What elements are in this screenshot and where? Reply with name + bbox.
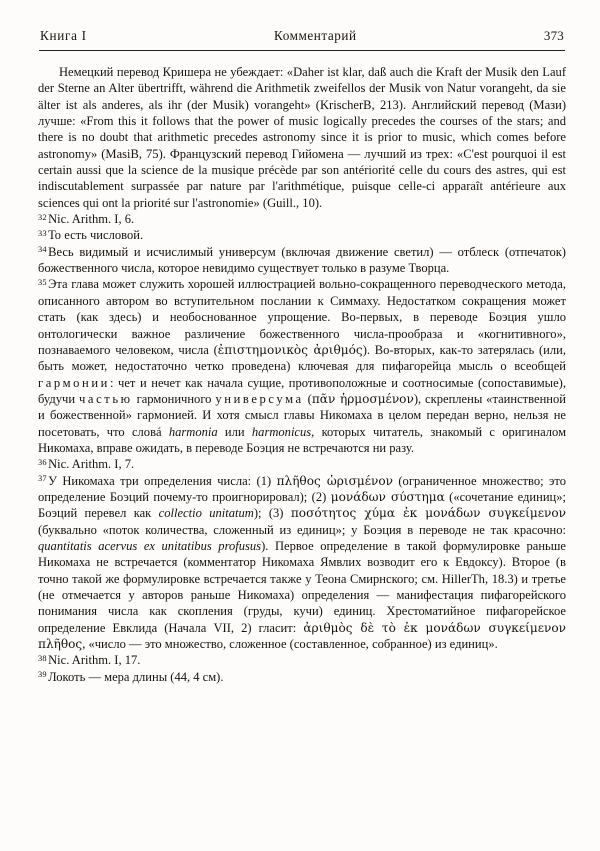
- footnote-text: Nic. Arithm. I, 6.: [48, 212, 135, 227]
- footnote-marker: 32: [38, 212, 47, 222]
- footnote-text: Nic. Arithm. I, 7.: [48, 457, 135, 472]
- header-rule: [39, 50, 565, 51]
- footnote-37: [38, 473, 566, 653]
- footnote-marker: 37: [38, 474, 47, 484]
- footnote-marker: 33: [38, 229, 47, 239]
- emphasis-spaced: универсума: [215, 391, 304, 406]
- footnote-34: [38, 244, 566, 277]
- greek-term: ποσότητος χύμα ἐκ μονάδων συγκείμενον: [290, 506, 567, 521]
- latin-term: quantitatis acervus ex unitatibus profusus: [38, 538, 262, 553]
- page-number: 373: [543, 28, 564, 43]
- footnote-36: [38, 456, 566, 472]
- greek-term: ἐπιστημονικὸς ἀριθμός: [217, 342, 363, 357]
- greek-term: ἀριθμὸς δὲ τὸ ἐκ μονάδων συγκείμενον πλῆθος: [38, 620, 566, 652]
- greek-term: πλῆθος ὡρισμένον: [276, 473, 393, 488]
- footnote-marker: 34: [38, 245, 47, 255]
- latin-term: harmonicus: [251, 424, 312, 439]
- page-content: [38, 64, 566, 685]
- greek-term: πᾶν ἡρμοσμένον: [311, 391, 414, 406]
- footnote-32: [38, 211, 566, 227]
- latin-term: harmonia: [168, 424, 218, 439]
- footnote-marker: 35: [38, 278, 47, 288]
- running-head-title: Комментарий: [274, 28, 357, 43]
- footnote-text: У Никомаха три определения числа: (1) πλῆθος ὡρισμένον (ограниченное множество; это определение Боэций почему-то проигнорировал); (2) μονάδων σύστημα («сочетание единиц»; Боэций перевел как collectio unitatum); (3) ποσότητος χύμα ἐκ μονάδων συγκείμενον (буквально «поток количества, сложенный из единиц»; у Боэция в переводе не так красочно: quantitatis acervus ex unitatibus profusus). Первое определение в такой формулировке раньше Никомаха не встречается (комментатор Никомаха Ямвлих возводит его к Евдоксу). Второе (в точно такой же формулировке встречается также у Теона Смирнского; см. HillerTh, 18.3) и третье (не отмечается у авторов раньше Никомаха) определения — манифестация пифагорейского понимания числа как скопления (груды, кучи) единиц. Хрестоматийное пифагорейское определение Евклида (Начала VII, 2) гласит: ἀριθμὸς δὲ τὸ ἐκ μονάδων συγκείμενον πλῆθος, «число — это множество, сложенное (составленное, собранное) из единиц».: [38, 473, 567, 652]
- running-head-book: Книга I: [40, 28, 87, 43]
- footnote-text: Локоть — мера длины (44, 4 см).: [48, 669, 224, 684]
- footnote-35: [38, 276, 566, 456]
- footnote-38: [38, 652, 566, 668]
- greek-term: μονάδων σύστημα: [330, 489, 445, 504]
- footnote-text: То есть числовой.: [48, 228, 144, 243]
- footnote-33: [38, 227, 566, 243]
- footnote-marker: 38: [38, 653, 47, 663]
- emphasis-spaced: гармонии: [38, 375, 110, 390]
- footnote-text: Nic. Arithm. I, 17.: [48, 653, 141, 668]
- body-paragraph: Немецкий перевод Кришера не убеждает: «Daher ist klar, daß auch die Kraft der Musik den Lauf der Sterne an Alter übertrifft, während die Arithmetik zweifellos der Musik von Natur vorangeht, da sie älter ist als anderes, als ihr (der Musik) vorangeht» (KrischerB, 213). Английский перевод (Мази) лучше: «From this it follows that the power of music logically precedes the courses of the stars; and there is no doubt that arithmetic precedes astronomy since it is prior to music, which comes before astronomy» (MasiB, 75). Французский перевод Гийомена — лучший из трех: «C'est pourquoi il est certain aussi que la science de la musique précède par son antériorité celle du cours des astres, qui est indiscutablement surpassée par nature par l'arithmétique, puisque celle-ci apparaît antérieure aux sciences qui ont la priorité sur l'astronomie» (Guill., 10).: [38, 65, 566, 210]
- emphasis-spaced: частью: [79, 391, 133, 406]
- footnote-marker: 36: [38, 457, 47, 467]
- footnote-marker: 39: [38, 670, 47, 680]
- latin-term: collectio unitatum: [158, 506, 254, 521]
- running-head: [38, 28, 566, 44]
- footnote-39: [38, 669, 566, 685]
- footnote-text: Весь видимый и исчислимый универсум (включая движение светил) — отблеск (отпечаток) божественного числа, которое невидимо существует только в разуме Творца.: [38, 244, 566, 276]
- footnote-text: Эта глава может служить хорошей иллюстрацией вольно-сокращенного переводческого метода, описанного автором во вступительном послании к Симмаху. Недостатком сокращения может стать (как здесь) и необоснованное упрощение. Во-первых, в переводе Боэция ушло онтологически важное различение божественного числа-прообраза и «когнитивного», познаваемого человеком, числа (ἐπιστημονικὸς ἀριθμός). Во-вторых, как-то затерялась (или, быть может, недостаточно четко проведена) ключевая для пифагорейца мысль о всеобщей гармонии: чет и нечет как начала сущие, противоположные и соотносимые (сопоставимые), будучи частью гармоничного универсума (πᾶν ἡρμοσμένον), скреплены «таинственной и божественной» гармонией. И хотя смысл главы Никомаха в целом передан верно, нельзя не посетовать, что словá harmonia или harmonicus, которых читатель, знакомый с оригиналом Никомаха, вправе ожидать, в переводе Боэция не встречаются ни разу.: [38, 277, 567, 455]
